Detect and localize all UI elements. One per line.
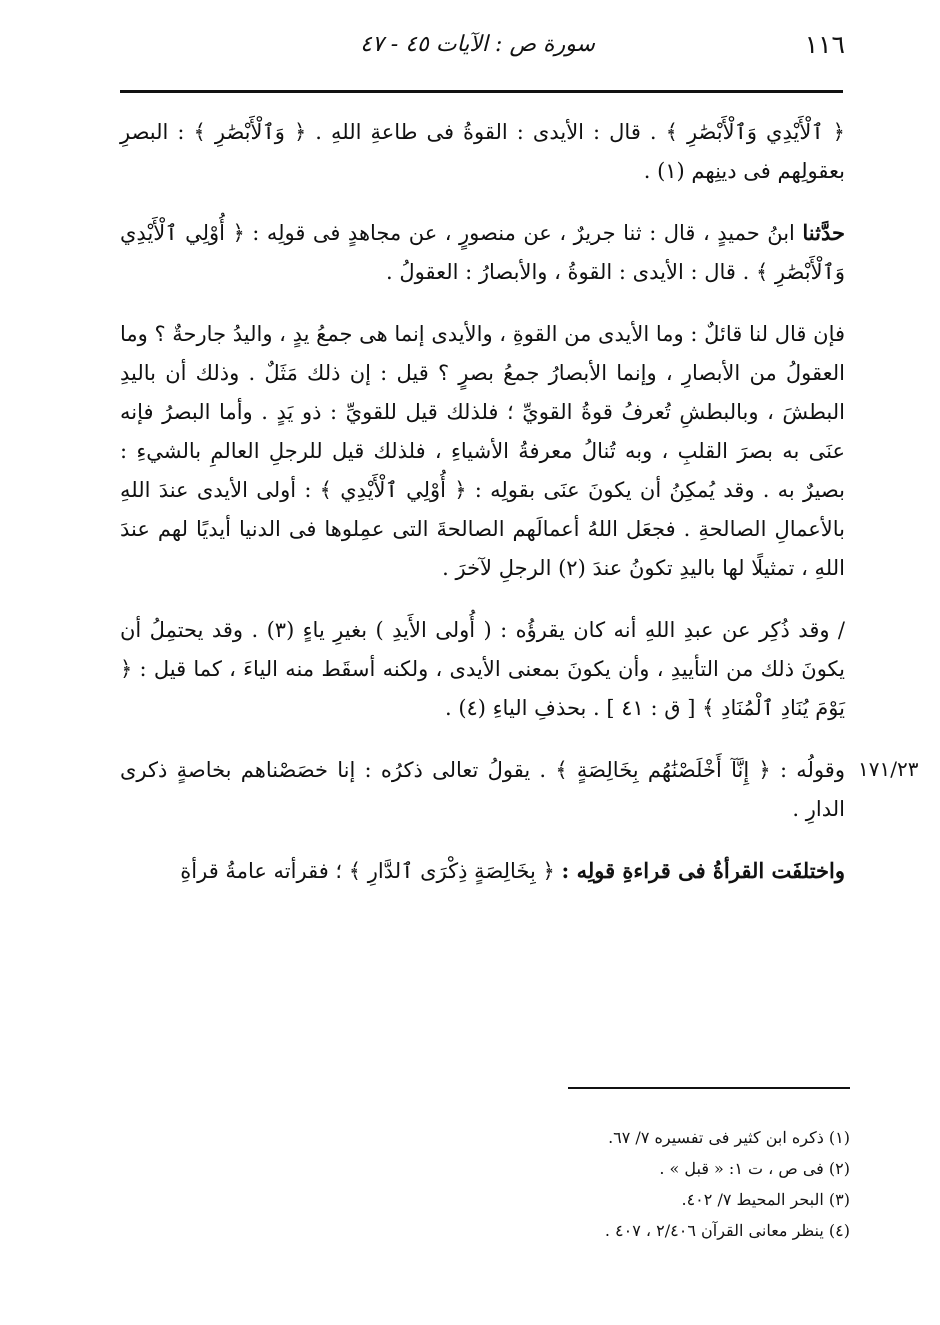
footnote-rule [568,1087,850,1089]
page-body [120,112,845,913]
footnotes [420,1122,850,1246]
paragraph-text: وقولُه : ﴿ إِنَّآ أَخْلَصْنَٰهُم بِخَالِصَةٍ ﴾ . يقولُ تعالى ذكرُه : إنا خصَصْناهم بخاصةٍ ذكرى الدارِ . [120,758,845,821]
paragraph [120,314,845,588]
footnote: (٣) البحر المحيط ٧/ ٤٠٢. [681,1190,850,1209]
paragraph-text: / وقد ذُكِر عن عبدِ اللهِ أنه كان يقرؤُه : ( أُولى الأَيدِ ) بغيرِ ياءٍ (٣) . وقد يحتمِلُ أن يكونَ ذلك من التأييدِ ، وأن يكونَ بمعنى الأيدى ، ولكنه أسقَط منه الياءَ ، كما قيل : ﴿ يَوْمَ يُنَادِ ٱلْمُنَادِ ﴾ [ ق : ٤١ ] . بحذفِ الياءِ (٤) . [120,618,845,720]
paragraph-text: ابنُ حميدٍ ، قال : ثنا جريرٌ ، عن منصورٍ ، عن مجاهدٍ فى قولِه : ﴿ أُوْلِي ٱلْأَيْدِي وَٱلْأَبْصَٰرِ ﴾ . قال : الأيدى : القوةُ ، والأبصارُ : العقولُ . [120,221,845,284]
paragraph [120,851,845,891]
running-title: سورة ص : الآيات ٤٥ - ٤٧ [360,32,595,57]
paragraph-lead: واختلفَت القرأةُ فى قراءةِ قولِه : [561,858,845,883]
paragraph-text: ﴿ بِخَالِصَةٍ ذِكْرَى ٱلدَّارِ ﴾ ؛ فقرأته عامةُ قرأةِ [180,859,562,883]
paragraph-text: فإن قال لنا قائلٌ : وما الأيدى من القوةِ ، والأيدى إنما هى جمعُ يدٍ ، واليدُ جارحةٌ ؟ وما العقولُ من الأبصارِ ، وإنما الأبصارُ جمعُ بصرٍ ؟ قيل : إن ذلك مَثَلٌ . وذلك أن باليدِ البطشَ ، وبالبطشِ تُعرفُ قوةُ القويِّ ؛ فلذلك قيل للقويِّ : ذو يَدٍ . وأما البصرُ فإنه عنَى به بصرَ القلبِ ، وبه تُنالُ معرفةُ الأشياءِ ، فلذلك قيل للرجلِ العالمِ بالشيءِ : بصيرٌ به . وقد يُمكِنُ أن يكونَ عنَى بقولِه : ﴿ أُوْلِي ٱلْأَيْدِي ﴾ : أولى الأيدى عندَ اللهِ بالأعمالِ الصالحةِ . فجعَل اللهُ أعمالَهم الصالحةَ التى عمِلوها فى الدنيا أيديًا لهم عندَ اللهِ ، تمثيلًا لها باليدِ تكونُ عندَ (٢) الرجلِ لآخرَ . [120,322,845,580]
footnote: (١) ذكره ابن كثير فى تفسيره ٧/ ٦٧. [608,1128,850,1147]
header-rule [120,90,843,93]
paragraph-text: ﴿ ٱلْأَيْدِي وَٱلْأَبْصَٰرِ ﴾ . قال : الأيدى : القوةُ فى طاعةِ اللهِ . ﴿ وَٱلْأَبْصَٰرِ ﴾ : البصرِ بعقولِهم فى دينِهم (١) . [120,120,845,183]
paragraph [120,750,845,829]
footnote: (٢) فى ص ، ت ١: « قبل » . [659,1159,850,1178]
paragraph [120,213,845,292]
paragraph [120,610,845,728]
paragraph [120,112,845,191]
footnote: (٤) ينظر معانى القرآن ٢/٤٠٦ ، ٤٠٧ . [604,1221,850,1240]
margin-reference: ١٧١/٢٣ [858,757,919,781]
page-number: ١١٦ [804,30,845,59]
paragraph-lead: حدَّثنا [802,220,845,245]
page-header [120,28,845,68]
